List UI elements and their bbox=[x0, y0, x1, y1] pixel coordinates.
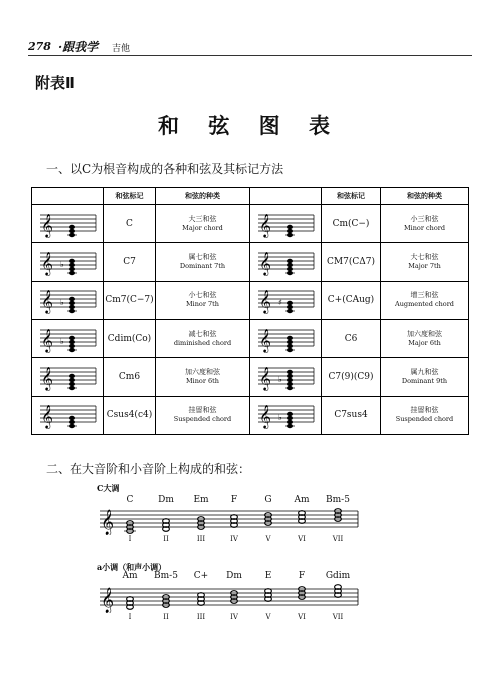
accidental-icon: ♭ bbox=[277, 413, 282, 423]
staff-notation bbox=[38, 207, 98, 241]
treble-clef-icon: 𝄞 bbox=[101, 588, 115, 613]
chord-kind-en: Minor chord bbox=[403, 223, 445, 232]
staff-cell bbox=[32, 358, 104, 396]
chord-kind bbox=[381, 205, 469, 243]
note-head bbox=[69, 374, 75, 378]
chord-row bbox=[32, 281, 469, 319]
minor-numerals bbox=[100, 613, 360, 625]
staff-notation bbox=[256, 207, 316, 241]
note-head bbox=[287, 343, 293, 347]
chord-kind-en: Dominant 7th bbox=[179, 261, 226, 270]
note-head bbox=[69, 343, 75, 347]
note-head bbox=[69, 378, 75, 382]
chord-kind bbox=[156, 396, 250, 434]
chord-notation: Cm6 bbox=[104, 358, 156, 396]
header-empty bbox=[32, 188, 104, 205]
note-head bbox=[69, 382, 75, 386]
roman-numeral: III bbox=[196, 613, 206, 621]
note-head bbox=[287, 301, 293, 305]
note-head bbox=[69, 305, 75, 309]
staff-cell bbox=[32, 243, 104, 281]
chord-kind-en: Augmented chord bbox=[395, 300, 454, 309]
staff-notation bbox=[38, 398, 98, 432]
header-notation: 和弦标记 bbox=[104, 188, 156, 205]
staff-cell bbox=[32, 281, 104, 319]
roman-numeral: V bbox=[265, 613, 271, 621]
staff-cell bbox=[250, 205, 322, 243]
minor-key-label: a小调（和声小调） bbox=[97, 562, 167, 572]
roman-numeral: III bbox=[196, 535, 206, 543]
chord-kind bbox=[156, 281, 250, 319]
staff-notation bbox=[38, 245, 98, 279]
chord-kind-zh: 小七和弦 bbox=[188, 291, 217, 300]
roman-numeral: VI bbox=[298, 613, 306, 621]
page-header bbox=[28, 38, 472, 58]
accidental-icon: ♯ bbox=[277, 298, 282, 308]
chord-notation: Csus4(c4) bbox=[104, 396, 156, 434]
chord-kind-en: Major chord bbox=[182, 223, 223, 232]
chord-kind-en: Dominant 9th bbox=[401, 376, 448, 385]
chord-row bbox=[32, 319, 469, 357]
note-head bbox=[287, 412, 293, 416]
header-kind: 和弦的种类 bbox=[156, 188, 250, 205]
chord-row bbox=[32, 358, 469, 396]
staff-cell bbox=[250, 358, 322, 396]
note-head bbox=[69, 267, 75, 271]
chord-name: C bbox=[126, 495, 134, 505]
note-head bbox=[69, 228, 75, 232]
chord-notation: C bbox=[104, 205, 156, 243]
chord-name: Em bbox=[193, 495, 209, 505]
note-head bbox=[287, 228, 293, 232]
section-heading-1: 一、以C为根音构成的各种和弦及其标记方法 bbox=[46, 162, 284, 176]
chord-kind bbox=[381, 243, 469, 281]
staff-notation bbox=[256, 322, 316, 356]
book-subtitle: 吉他 bbox=[112, 44, 131, 54]
treble-clef-icon: 𝄞 bbox=[40, 327, 53, 352]
chord-name: G bbox=[264, 495, 272, 505]
treble-clef-icon: 𝄞 bbox=[40, 365, 53, 390]
note-head bbox=[69, 416, 75, 420]
chord-name: Dm bbox=[226, 571, 242, 581]
roman-numeral: I bbox=[128, 613, 132, 621]
chord-row bbox=[32, 396, 469, 434]
roman-numeral: V bbox=[265, 535, 271, 543]
note-head bbox=[287, 263, 293, 267]
note-head bbox=[287, 374, 293, 378]
treble-clef-icon: 𝄞 bbox=[258, 327, 271, 352]
page-title: 和 弦 图 表 bbox=[158, 113, 341, 138]
chord-notation: C7(9)(C9) bbox=[322, 358, 381, 396]
note-head bbox=[69, 339, 75, 343]
treble-clef-icon: 𝄞 bbox=[40, 250, 53, 275]
chord-kind-zh: 小三和弦 bbox=[410, 214, 439, 223]
chord-kind bbox=[381, 358, 469, 396]
accidental-icon: ♭ bbox=[59, 259, 64, 269]
chord-name: E bbox=[264, 571, 272, 581]
note-head bbox=[287, 370, 293, 374]
staff-cell bbox=[250, 243, 322, 281]
chord-kind bbox=[156, 358, 250, 396]
roman-numeral: II bbox=[163, 613, 169, 621]
treble-clef-icon: 𝄞 bbox=[258, 365, 271, 390]
staff-notation bbox=[38, 360, 98, 394]
chord-table bbox=[31, 187, 469, 435]
staff-notation bbox=[256, 398, 316, 432]
note-head bbox=[287, 339, 293, 343]
treble-clef-icon: 𝄞 bbox=[40, 212, 53, 237]
chord-notation: Cm7(C−7) bbox=[104, 281, 156, 319]
chord-notation: C7 bbox=[104, 243, 156, 281]
note-head bbox=[287, 259, 293, 263]
book-title: ·跟我学 bbox=[58, 40, 99, 54]
note-head bbox=[69, 335, 75, 339]
note-head bbox=[287, 382, 293, 386]
chord-name: Bm-5 bbox=[326, 495, 350, 505]
chord-notation: Cdim(Co) bbox=[104, 319, 156, 357]
major-scale-staff bbox=[100, 505, 360, 535]
staff-notation bbox=[256, 283, 316, 317]
section-heading-2: 二、在大音阶和小音阶上构成的和弦： bbox=[46, 462, 251, 476]
chord-kind-en: Major 6th bbox=[408, 338, 441, 347]
staff-notation bbox=[256, 360, 316, 394]
chord-notation: C7sus4 bbox=[322, 396, 381, 434]
chord-kind bbox=[156, 243, 250, 281]
page-number: 278 bbox=[28, 40, 51, 53]
chord-row bbox=[32, 205, 469, 243]
chord-name: Gdim bbox=[325, 571, 351, 581]
note-head bbox=[287, 305, 293, 309]
staff-cell bbox=[250, 281, 322, 319]
chord-kind-zh: 减七和弦 bbox=[188, 329, 217, 338]
chord-table-header bbox=[32, 188, 469, 205]
accidental-icon: ♭ bbox=[277, 374, 282, 384]
chord-kind-zh: 大三和弦 bbox=[188, 214, 217, 223]
staff-notation bbox=[38, 283, 98, 317]
note-head bbox=[69, 301, 75, 305]
note-head bbox=[69, 263, 75, 267]
chord-kind-en: diminished chord bbox=[173, 338, 232, 347]
chord-kind-en: Suspended chord bbox=[173, 415, 232, 424]
chord-kind bbox=[381, 319, 469, 357]
staff-cell bbox=[250, 319, 322, 357]
major-numerals bbox=[100, 535, 360, 547]
treble-clef-icon: 𝄞 bbox=[258, 289, 271, 314]
header-rule bbox=[28, 55, 472, 56]
chord-kind-en: Suspended chord bbox=[395, 415, 454, 424]
note-head bbox=[287, 378, 293, 382]
chord-notation: Cm(C−) bbox=[322, 205, 381, 243]
accidental-icon: ♭ bbox=[59, 298, 64, 308]
chord-kind-zh: 加六度和弦 bbox=[185, 367, 220, 376]
chord-kind-zh: 增三和弦 bbox=[410, 291, 439, 300]
roman-numeral: VII bbox=[332, 535, 344, 543]
chord-notation: C6 bbox=[322, 319, 381, 357]
note-head bbox=[287, 224, 293, 228]
chord-row bbox=[32, 243, 469, 281]
chord-kind-zh: 挂留和弦 bbox=[410, 406, 439, 415]
staff-cell bbox=[250, 396, 322, 434]
chord-kind-en: Minor 6th bbox=[186, 376, 219, 385]
chord-name: F bbox=[298, 571, 306, 581]
chord-kind-zh: 大七和弦 bbox=[410, 252, 439, 261]
major-key-label: C大调 bbox=[97, 483, 120, 493]
header-kind: 和弦的种类 bbox=[381, 188, 469, 205]
chord-name: Dm bbox=[158, 495, 174, 505]
treble-clef-icon: 𝄞 bbox=[258, 250, 271, 275]
staff-cell bbox=[32, 396, 104, 434]
chord-kind bbox=[156, 205, 250, 243]
roman-numeral: II bbox=[163, 535, 169, 543]
note-head bbox=[69, 297, 75, 301]
chord-name: Am bbox=[122, 571, 138, 581]
roman-numeral: IV bbox=[230, 613, 238, 621]
note-head bbox=[69, 259, 75, 263]
note-head bbox=[69, 224, 75, 228]
minor-scale-staff bbox=[100, 583, 360, 613]
chord-name: C+ bbox=[193, 571, 209, 581]
roman-numeral: VII bbox=[332, 613, 344, 621]
treble-clef-icon: 𝄞 bbox=[101, 510, 115, 535]
note-head bbox=[287, 335, 293, 339]
chord-notation: C+(CAug) bbox=[322, 281, 381, 319]
roman-numeral: VI bbox=[298, 535, 306, 543]
chord-kind-zh: 属九和弦 bbox=[410, 367, 439, 376]
roman-numeral: I bbox=[128, 535, 132, 543]
staff-cell bbox=[32, 205, 104, 243]
note-head bbox=[287, 416, 293, 420]
chord-name: F bbox=[230, 495, 238, 505]
treble-clef-icon: 𝄞 bbox=[258, 404, 271, 429]
chord-kind bbox=[381, 281, 469, 319]
roman-numeral: IV bbox=[230, 535, 238, 543]
note-head bbox=[287, 267, 293, 271]
header-empty bbox=[250, 188, 322, 205]
staff-notation bbox=[256, 245, 316, 279]
chord-name: Bm-5 bbox=[154, 571, 178, 581]
chord-kind-zh: 加六度和弦 bbox=[407, 329, 442, 338]
appendix-label: 附表Ⅱ bbox=[35, 74, 75, 92]
note-head bbox=[69, 420, 75, 424]
treble-clef-icon: 𝄞 bbox=[40, 289, 53, 314]
treble-clef-icon: 𝄞 bbox=[40, 404, 53, 429]
header-notation: 和弦标记 bbox=[322, 188, 381, 205]
accidental-icon: ♭ bbox=[59, 336, 64, 346]
note-head bbox=[287, 420, 293, 424]
staff-notation bbox=[38, 322, 98, 356]
treble-clef-icon: 𝄞 bbox=[258, 212, 271, 237]
chord-notation: CM7(CΔ7) bbox=[322, 243, 381, 281]
chord-kind bbox=[156, 319, 250, 357]
chord-kind-en: Major 7th bbox=[408, 261, 441, 270]
chord-name: Am bbox=[294, 495, 310, 505]
chord-kind-zh: 挂留和弦 bbox=[188, 406, 217, 415]
chord-kind-en: Minor 7th bbox=[186, 300, 219, 309]
chord-kind-zh: 属七和弦 bbox=[188, 252, 217, 261]
chord-kind bbox=[381, 396, 469, 434]
staff-cell bbox=[32, 319, 104, 357]
